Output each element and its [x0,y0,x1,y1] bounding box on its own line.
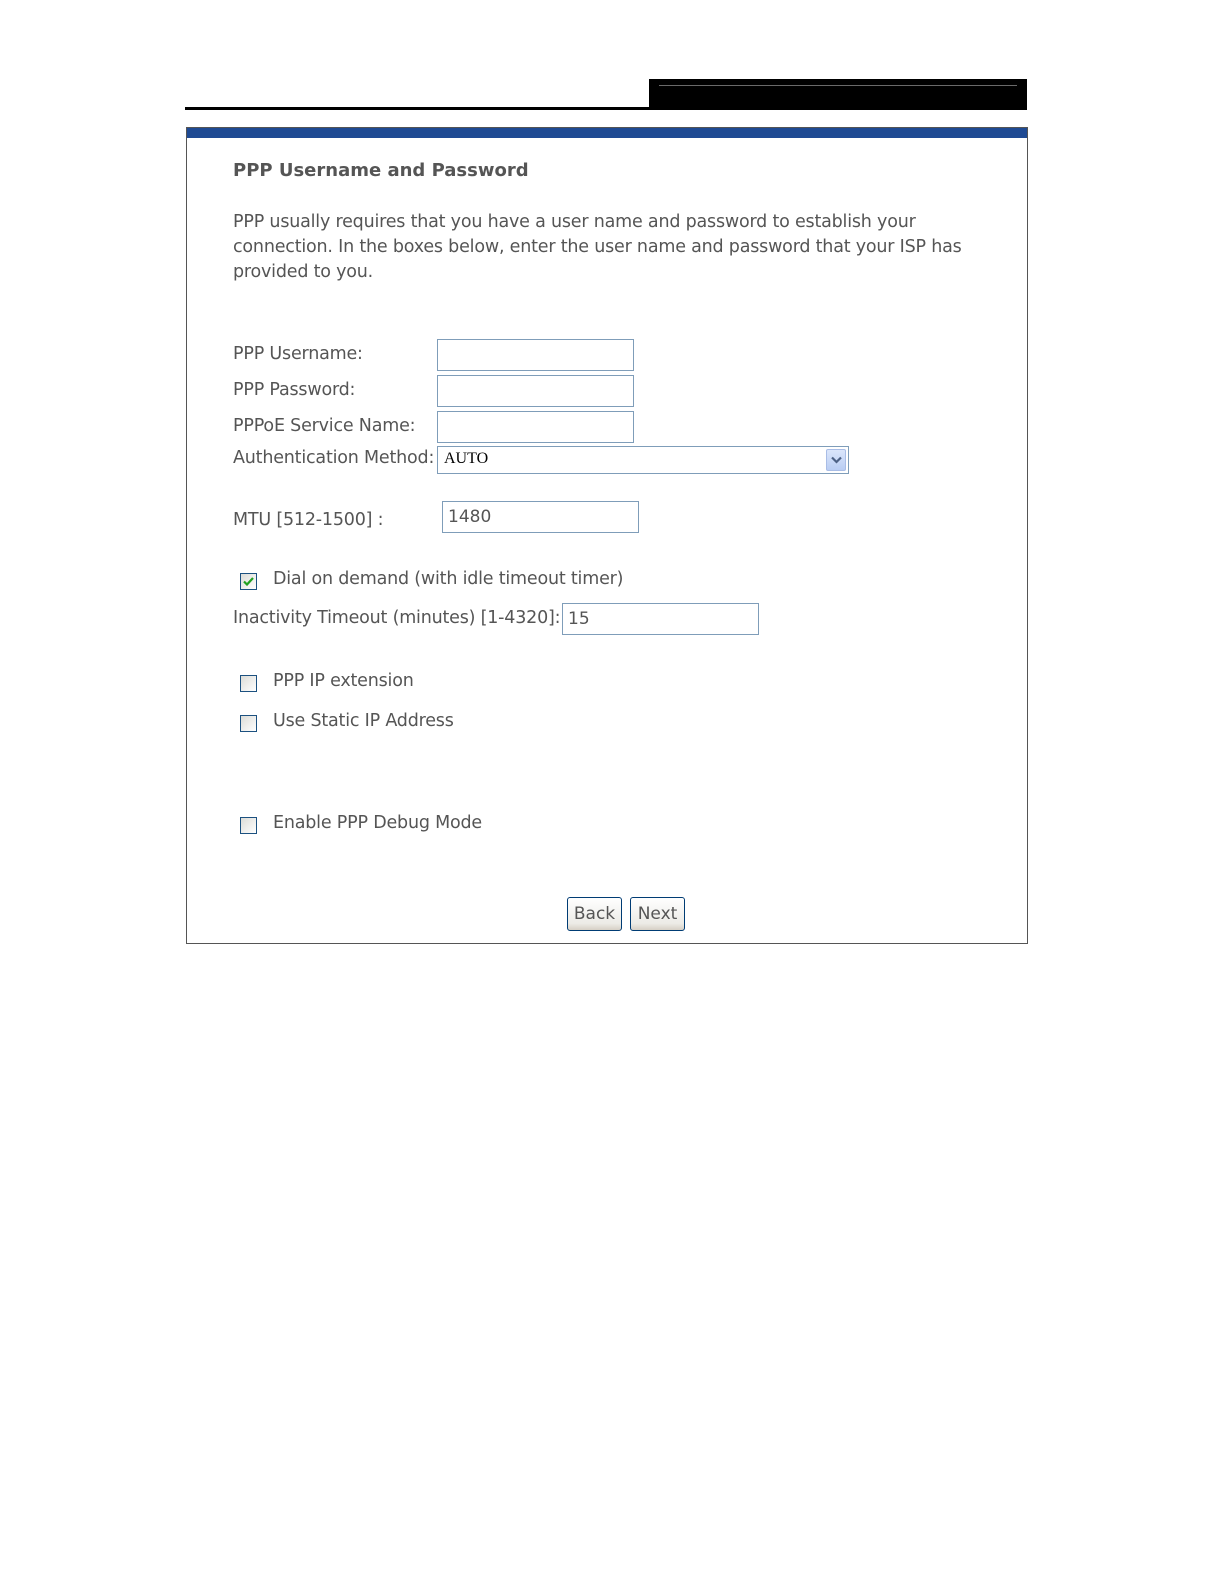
back-button[interactable]: Back [567,897,622,931]
ppp-ip-extension-label: PPP IP extension [273,671,414,691]
ppp-password-label: PPP Password: [233,380,356,400]
pppoe-service-name-label: PPPoE Service Name: [233,416,416,436]
chevron-down-icon [831,456,842,464]
authentication-method-value: AUTO [444,450,489,467]
ppp-debug-mode-label: Enable PPP Debug Mode [273,813,482,833]
dial-on-demand-checkbox[interactable] [240,573,257,590]
mtu-label: MTU [512-1500] : [233,510,384,530]
document-header-inner-line [659,85,1017,86]
check-icon [242,575,255,588]
dial-on-demand-label: Dial on demand (with idle timeout timer) [273,569,624,589]
ppp-settings-panel [186,127,1028,944]
page-description: PPP usually requires that you have a user name and password to establish your connection. In the boxes below, enter the user name and password that your ISP has provided to you. [233,212,962,282]
ppp-ip-extension-checkbox[interactable] [240,675,257,692]
inactivity-timeout-label: Inactivity Timeout (minutes) [1-4320]: [233,608,561,628]
ppp-password-input[interactable] [437,375,634,407]
authentication-method-select[interactable] [437,446,849,474]
ppp-username-input[interactable] [437,339,634,371]
authentication-method-label: Authentication Method: [233,448,435,468]
inactivity-timeout-input[interactable]: 15 [562,603,759,635]
use-static-ip-checkbox[interactable] [240,715,257,732]
ppp-debug-mode-checkbox[interactable] [240,817,257,834]
page-title: PPP Username and Password [233,160,529,181]
panel-title-bar [187,128,1027,138]
mtu-input[interactable]: 1480 [442,501,639,533]
pppoe-service-name-input[interactable] [437,411,634,443]
ppp-username-label: PPP Username: [233,344,363,364]
next-button[interactable]: Next [630,897,685,931]
select-dropdown-button[interactable] [826,449,846,471]
use-static-ip-label: Use Static IP Address [273,711,454,731]
document-header-block [649,79,1027,110]
